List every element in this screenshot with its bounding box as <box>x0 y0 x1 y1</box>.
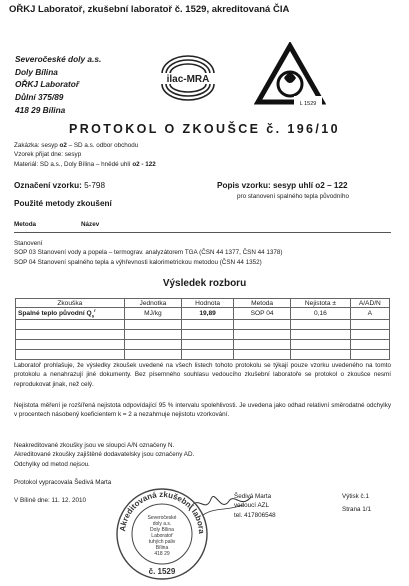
results-header-row <box>16 299 390 308</box>
result-metoda: SOP 04 <box>233 308 290 320</box>
methods-heading: Použité metody zkoušení <box>14 199 112 208</box>
methods-list <box>14 239 282 267</box>
method-sop04: SOP 04 Stanovení spalného tepla a výhřevnosti kalorimetrickou metodou (ČSN 44 1352) <box>14 258 262 266</box>
stamp-number: č. 1529 <box>148 567 176 576</box>
stamp-line3: Doly Bílina <box>150 527 174 533</box>
ilac-mra-logo <box>152 52 224 102</box>
protocol-title: PROTOKOL O ZKOUŠCE č. 196/10 <box>69 122 340 136</box>
result-hodnota: 19,89 <box>182 308 234 320</box>
table-row <box>16 319 390 329</box>
lab-address <box>15 53 101 117</box>
sample-description-sub: pro stanovení spalného tepla původního <box>237 193 350 200</box>
methods-divider <box>14 232 391 233</box>
signer-tel: tel. 417806548 <box>234 511 276 519</box>
zakazka-line: Zakázka: sesyp o2 – SD a.s. odbor obchodu <box>14 142 139 149</box>
cai-accreditation-logo <box>254 42 326 112</box>
stamp-line4: Laboratoř <box>151 533 173 539</box>
table-row <box>16 308 390 320</box>
col-zkouska: Zkouška <box>16 299 125 308</box>
methods-col-metoda: Metoda <box>14 221 37 228</box>
stamp-line5: tuhých paliv <box>148 539 176 545</box>
stamp-line7: 418 29 <box>154 551 170 557</box>
col-nejistota: Nejistota ± <box>291 299 350 308</box>
ilac-logo-text: ilac-MRA <box>166 74 210 85</box>
notes-block <box>14 441 194 469</box>
result-a-ad-n: A <box>350 308 389 320</box>
methods-stanoveni: Stanovení <box>14 240 43 247</box>
stamp-line2: doly a.s. <box>152 521 172 527</box>
col-metoda: Metoda <box>233 299 290 308</box>
note-odchylky: Odchylky od metod nejsou. <box>14 460 90 468</box>
stamp-ring-text: Akreditovaná zkušební labora <box>118 489 207 534</box>
col-jednotka: Jednotka <box>124 299 182 308</box>
laboratory-stamp <box>115 487 209 581</box>
material-line: Materiál: SD a.s., Doly Bílina – hnědé uhlí o2 - 122 <box>14 160 156 168</box>
col-hodnota: Hodnota <box>182 299 234 308</box>
stamp-line1: Severočeské <box>147 515 177 521</box>
result-zkouska: Spalné teplo původní $Q_s^r$ <box>16 308 125 320</box>
note-neakreditovane: Neakreditované zkoušky jsou ve sloupci A/N označeny N. <box>14 442 175 449</box>
sample-id: Označení vzorku: 5-798 <box>14 181 106 190</box>
address-line: OŘKJ Laboratoř <box>15 79 80 90</box>
signer-name: Šedivá Marta <box>234 493 272 500</box>
copy-number: Výtisk č.1 <box>342 493 369 500</box>
table-row <box>16 339 390 349</box>
result-nejistota: 0,16 <box>291 308 350 320</box>
lab-header-title: OŘKJ Laboratoř, zkušební laboratoř č. 1529, akreditovaná ČIA <box>9 4 290 15</box>
methods-col-nazev: Název <box>81 221 100 228</box>
declaration-paragraph: Laboratoř prohlašuje, že výsledky zkoušek uvedené na všech listech tohoto protokolu se týkají pouze vzorku uvedeného na tomto protokolu a nenahrazují jiné dokumenty. Bez písemného souhlasu vedoucího zkušební laboratoře se protokol o zkoušce nesmí reprodukovat jinak, než celý. <box>14 362 391 388</box>
result-jednotka: MJ/kg <box>124 308 182 320</box>
address-line: Severočeské doly a.s. <box>15 54 102 64</box>
method-sop03: SOP 03 Stanovení vody a popela – termograv. analyzátorem TGA (ČSN 44 1377, ČSN 44 1378) <box>14 249 283 257</box>
results-heading: Výsledek rozboru <box>162 278 247 289</box>
uncertainty-paragraph: Nejistota měření je rozšířená nejistota odpovídající 95 % intervalu spolehlivosti. Je uvedena jako odhad relativní směrodatné odchylky v procentech násobený koeficientem k = 2 a nezahrnuje nejistotu vzorkování. <box>14 402 391 419</box>
note-akreditovane-ad: Akreditované zkoušky zajištěné dodavatelsky jsou označeny AD. <box>14 451 195 459</box>
issue-date: V Bílině dne: 11. 12. 2010 <box>14 497 87 504</box>
address-line: Doly Bílina <box>15 66 58 77</box>
address-line: 418 29 Bílina <box>15 104 66 115</box>
order-block <box>14 141 156 169</box>
table-row <box>16 350 390 360</box>
address-line: Důlní 375/89 <box>15 92 64 103</box>
results-table <box>15 298 390 360</box>
table-row <box>16 329 390 339</box>
page-number: Strana 1/1 <box>342 506 372 513</box>
cai-logo-number: L 1529 <box>299 101 317 107</box>
stamp-line6: Bílina <box>155 545 169 551</box>
prepared-by: Protokol vypracovala Šedivá Marta <box>14 479 112 486</box>
sample-description: Popis vzorku: sesyp uhlí o2 – 122 <box>217 181 348 190</box>
col-a-ad-n: A/AD/N <box>350 299 389 308</box>
vzorek-prijat-line: Vzorek přijat dne: sesyp <box>14 151 82 159</box>
signer-role: vedoucí AZL <box>234 502 270 510</box>
